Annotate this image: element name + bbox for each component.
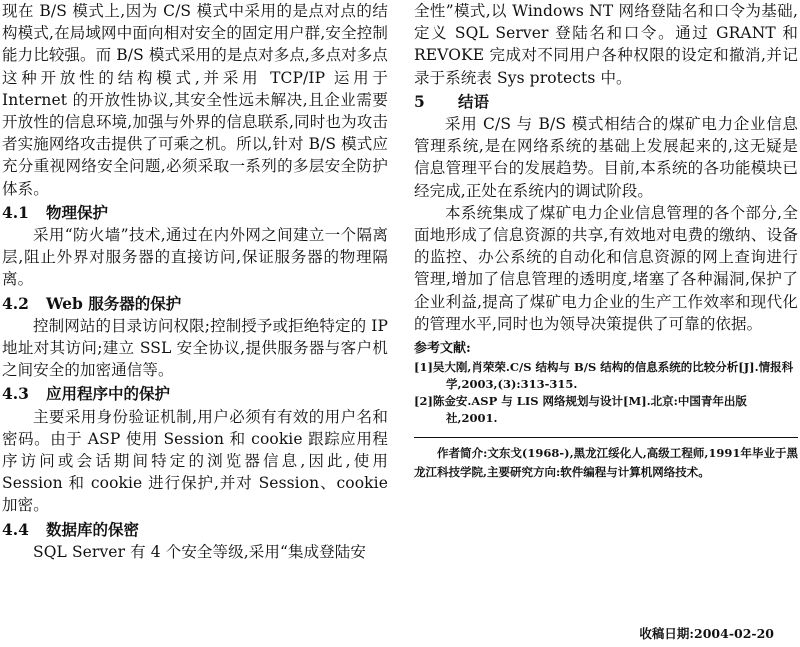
- section-number: 5: [414, 91, 425, 111]
- section-title: 数据库的保密: [46, 519, 140, 539]
- section-4-4-heading: [2, 519, 388, 541]
- conclusion-paragraph-2: 本系统集成了煤矿电力企业信息管理的各个部分,全面地形成了信息资源的共享,有效地对电费的缴纳、设备的监控、办公系统的自动化和信息资源的网上查询进行管理,增加了信息管理的透明度,堵塞了各种漏洞,保护了企业利益,提高了煤矿电力企业的生产工作效率和现代化的管理水平,同时也为领导决策提供了可靠的依据。: [414, 203, 798, 333]
- section-4-2-heading: [2, 293, 388, 315]
- section-title: 物理保护: [46, 202, 109, 222]
- section-4-4-paragraph: SQL Server 有 4 个安全等级,采用“集成登陆安: [33, 542, 366, 561]
- section-4-1-paragraph: 采用“防火墙”技术,通过在内外网之间建立一个隔离层,阻止外界对服务器的直接访问,保证服务器的物理隔离。: [2, 226, 388, 289]
- continued-paragraph: 全性”模式,以 Windows NT 网络登陆名和口令为基础,定义 SQL Server 登陆名和口令。通过 GRANT 和 REVOKE 完成对不同用户各种权限的设定和撤消,并记录于系统表 Sys protects 中。: [414, 2, 798, 87]
- section-title: 结语: [458, 91, 490, 111]
- reference-item: [2]陈金安.ASP 与 LIS 网络规划与设计[M].北京:中国青年出版社,2001.: [414, 394, 747, 426]
- section-number: 4.1: [2, 202, 29, 222]
- section-title: Web 服务器的保护: [46, 293, 182, 313]
- left-column: [2, 0, 388, 563]
- section-4-3-paragraph: 主要采用身份验证机制,用户必须有有效的用户名和密码。由于 ASP 使用 Session 和 cookie 跟踪应用程序访问或会话期间特定的浏览器信息,因此,使用 Session 和 cookie 进行保护,并对 Session、cookie 加密。: [2, 407, 388, 515]
- section-5-heading: [414, 91, 798, 113]
- section-4-3-heading: [2, 383, 388, 405]
- conclusion-paragraph-1: 采用 C/S 与 B/S 模式相结合的煤矿电力企业信息管理系统,是在网络系统的基础上发展起来的,这无疑是信息管理平台的发展趋势。目前,本系统的各功能模块已经完成,正处在系统内的调试阶段。: [414, 115, 798, 200]
- section-title: 应用程序中的保护: [46, 384, 171, 404]
- reference-item: [1]吴大刚,肖荣荣.C/S 结构与 B/S 结构的信息系统的比较分析[J].情报科学,2003,(3):313-315.: [414, 360, 794, 392]
- received-date: 收稿日期:2004-02-20: [639, 626, 774, 641]
- divider-line: [414, 437, 798, 438]
- intro-paragraph: 现在 B/S 模式上,因为 C/S 模式中采用的是点对点的结构模式,在局域网中面向相对安全的固定用户群,安全控制能力比较强。而 B/S 模式采用的是点对多点,多点对多点这种开放性的结构模式,并采用 TCP/IP 运用于 Internet 的开放性协议,其安全性远未解决,且企业需要开放性的信息环境,加强与外界的信息联系,同时也为攻击者实施网络攻击提供了可乘之机。所以,针对 B/S 模式应充分重视网络安全问题,必须采取一系列的多层安全防护体系。: [2, 2, 388, 198]
- right-column: [414, 0, 798, 482]
- section-number: 4.3: [2, 384, 29, 404]
- references-title: 参考文献:: [414, 341, 471, 357]
- author-note: 作者简介:文东戈(1968-),黑龙江绥化人,高级工程师,1991年毕业于黑龙江科技学院,主要研究方向:软件编程与计算机网络技术。: [414, 446, 798, 480]
- section-4-1-heading: [2, 202, 388, 224]
- section-number: 4.2: [2, 293, 29, 313]
- section-4-2-paragraph: 控制网站的目录访问权限;控制授予或拒绝特定的 IP 地址对其访问;建立 SSL 安全协议,提供服务器与客户机之间安全的加密通信等。: [2, 316, 388, 380]
- section-number: 4.4: [2, 519, 29, 539]
